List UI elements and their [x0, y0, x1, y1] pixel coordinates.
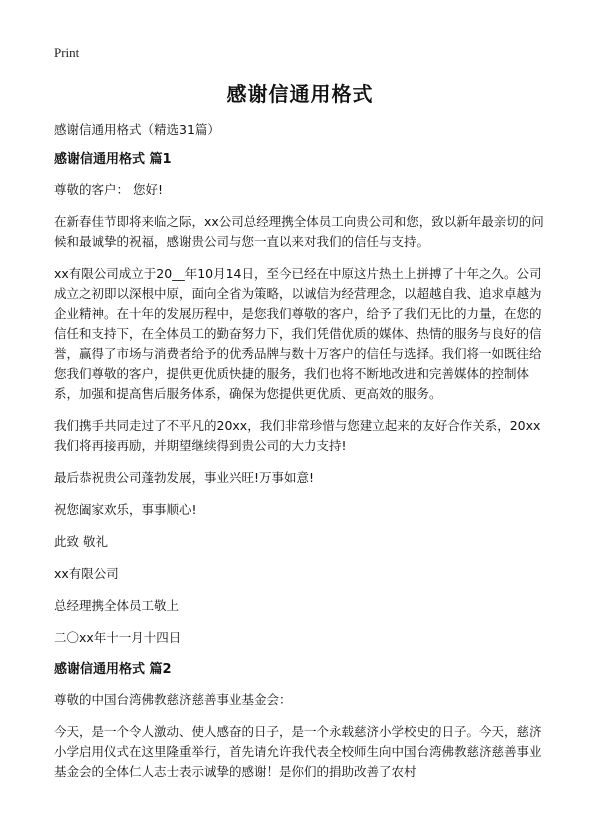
page-title: 感谢信通用格式 [226, 82, 374, 106]
salutation-2: 尊敬的中国台湾佛教慈济慈善事业基金会： [54, 692, 292, 707]
closing: 此致 敬礼 [54, 534, 108, 549]
document-subtitle: 感谢信通用格式（精选31篇） [54, 122, 220, 137]
section-heading-2: 感谢信通用格式 篇2 [54, 662, 172, 677]
section-heading-1: 感谢信通用格式 篇1 [54, 152, 172, 167]
salutation-1: 尊敬的客户： 您好! [54, 182, 163, 197]
paragraph: 祝您阖家欢乐，事事顺心! [54, 502, 197, 517]
paragraph: 我们携手共同走过了不平凡的20xx，我们非常珍惜与您建立起来的友好合作关系，20xx我们将再接再励，并期望继续得到贵公司的大力支持! [54, 418, 541, 453]
paragraph: xx有限公司成立于20__年10月14日，至今已经在中原这片热土上拼搏了十年之久。公司成立之初即以深根中原，面向全省为策略，以诚信为经营理念，以超越自我、追求卓越为企业精神。在十年的发展历程中，是您我们尊敬的客户，给予了我们无比的力量，在您的信任和支持下，在全体员工的勤奋努力下，我们凭借优质的媒体、热情的服务与良好的信誉，赢得了市场与消费者给予的优秀品牌与数十万客户的信任与选择。我们将一如既往给您我们尊敬的客户，提供更优质快捷的服务，我们也将不断地改进和完善媒体的控制体系，加强和提高售后服务体系，确保为您提供更优质、更高效的服务。 [54, 266, 542, 401]
company-name: xx有限公司 [54, 566, 119, 581]
paragraph: 在新春佳节即将来临之际，xx公司总经理携全体员工向贵公司和您，致以新年最亲切的问候和最诚挚的祝福，感谢贵公司与您一直以来对我们的信任与支持。 [54, 214, 544, 249]
paragraph: 最后恭祝贵公司蓬勃发展，事业兴旺!万事如意! [54, 470, 315, 485]
letter-date: 二〇xx年十一月十四日 [54, 630, 182, 645]
print-link[interactable]: Print [54, 45, 80, 60]
paragraph: 今天，是一个令人激动、使人感奋的日子，是一个永载慈济小学校史的日子。今天，慈济小学启用仪式在这里隆重举行，首先请允许我代表全校师生向中国台湾佛教慈济慈善事业基金会的全体仁人志士表示诚挚的感谢！是你们的捐助改善了农村 [54, 724, 542, 779]
signer: 总经理携全体员工敬上 [54, 598, 180, 613]
document-body [54, 120, 550, 794]
